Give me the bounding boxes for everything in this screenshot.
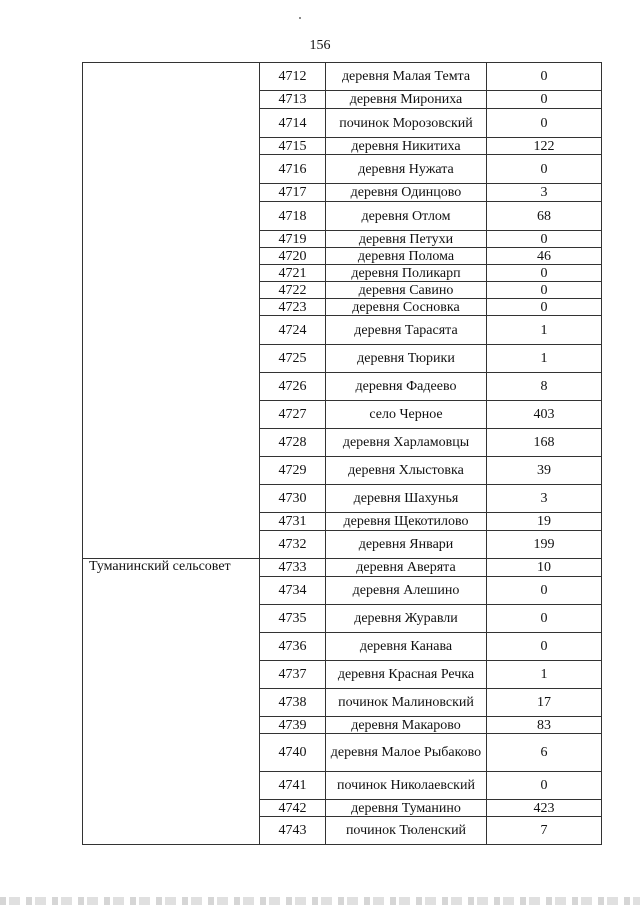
code-cell: 4727 — [260, 401, 326, 429]
code-cell: 4742 — [260, 800, 326, 817]
population-cell: 122 — [487, 138, 602, 155]
settlement-name-cell: село Черное — [326, 401, 487, 429]
population-cell: 19 — [487, 513, 602, 531]
population-cell: 83 — [487, 717, 602, 734]
settlement-name-cell: деревня Петухи — [326, 231, 487, 248]
settlements-table — [82, 62, 602, 845]
code-cell: 4722 — [260, 282, 326, 299]
code-cell: 4713 — [260, 91, 326, 109]
table-row — [83, 63, 602, 91]
population-cell: 168 — [487, 429, 602, 457]
population-cell: 1 — [487, 661, 602, 689]
code-cell: 4738 — [260, 689, 326, 717]
settlement-name-cell: деревня Хлыстовка — [326, 457, 487, 485]
settlement-name-cell: починок Малиновский — [326, 689, 487, 717]
settlement-name-cell: деревня Тарасята — [326, 316, 487, 345]
code-cell: 4725 — [260, 345, 326, 373]
settlement-name-cell: деревня Канава — [326, 633, 487, 661]
settlement-name-cell: починок Николаевский — [326, 772, 487, 800]
code-cell: 4726 — [260, 373, 326, 401]
settlement-name-cell: деревня Шахунья — [326, 485, 487, 513]
population-cell: 39 — [487, 457, 602, 485]
settlement-name-cell: деревня Щекотилово — [326, 513, 487, 531]
code-cell: 4730 — [260, 485, 326, 513]
population-cell: 1 — [487, 316, 602, 345]
code-cell: 4737 — [260, 661, 326, 689]
population-cell: 1 — [487, 345, 602, 373]
population-cell: 17 — [487, 689, 602, 717]
population-cell: 0 — [487, 772, 602, 800]
settlement-name-cell: деревня Мирониха — [326, 91, 487, 109]
code-cell: 4719 — [260, 231, 326, 248]
code-cell: 4734 — [260, 577, 326, 605]
code-cell: 4732 — [260, 531, 326, 559]
settlement-name-cell: деревня Фадеево — [326, 373, 487, 401]
code-cell: 4712 — [260, 63, 326, 91]
population-cell: 3 — [487, 184, 602, 202]
settlement-name-cell: деревня Тюрики — [326, 345, 487, 373]
district-cell — [83, 63, 260, 559]
code-cell: 4715 — [260, 138, 326, 155]
population-cell: 3 — [487, 485, 602, 513]
scan-speck — [299, 17, 301, 19]
code-cell: 4728 — [260, 429, 326, 457]
settlement-name-cell: деревня Нужата — [326, 155, 487, 184]
code-cell: 4739 — [260, 717, 326, 734]
code-cell: 4724 — [260, 316, 326, 345]
settlement-name-cell: деревня Алешино — [326, 577, 487, 605]
settlement-name-cell: деревня Малое Рыбаково — [326, 734, 487, 772]
settlement-name-cell: деревня Савино — [326, 282, 487, 299]
population-cell: 10 — [487, 559, 602, 577]
scan-artifact-strip — [0, 897, 640, 905]
settlement-name-cell: починок Тюленский — [326, 817, 487, 845]
population-cell: 0 — [487, 605, 602, 633]
code-cell: 4729 — [260, 457, 326, 485]
code-cell: 4720 — [260, 248, 326, 265]
settlements-table-body — [83, 63, 602, 845]
settlement-name-cell: деревня Отлом — [326, 202, 487, 231]
settlement-name-cell: деревня Одинцово — [326, 184, 487, 202]
population-cell: 0 — [487, 299, 602, 316]
settlement-name-cell: деревня Харламовцы — [326, 429, 487, 457]
code-cell: 4733 — [260, 559, 326, 577]
settlement-name-cell: деревня Макарово — [326, 717, 487, 734]
district-cell: Туманинский сельсовет — [83, 559, 260, 845]
code-cell: 4717 — [260, 184, 326, 202]
settlement-name-cell: починок Морозовский — [326, 109, 487, 138]
population-cell: 0 — [487, 109, 602, 138]
settlement-name-cell: деревня Туманино — [326, 800, 487, 817]
population-cell: 403 — [487, 401, 602, 429]
population-cell: 0 — [487, 265, 602, 282]
population-cell: 6 — [487, 734, 602, 772]
code-cell: 4743 — [260, 817, 326, 845]
population-cell: 0 — [487, 155, 602, 184]
settlement-name-cell: деревня Красная Речка — [326, 661, 487, 689]
population-cell: 0 — [487, 63, 602, 91]
code-cell: 4735 — [260, 605, 326, 633]
code-cell: 4723 — [260, 299, 326, 316]
settlement-name-cell: деревня Сосновка — [326, 299, 487, 316]
settlement-name-cell: деревня Январи — [326, 531, 487, 559]
population-cell: 0 — [487, 633, 602, 661]
population-cell: 0 — [487, 282, 602, 299]
settlement-name-cell: деревня Аверята — [326, 559, 487, 577]
code-cell: 4736 — [260, 633, 326, 661]
population-cell: 8 — [487, 373, 602, 401]
code-cell: 4721 — [260, 265, 326, 282]
population-cell: 7 — [487, 817, 602, 845]
settlement-name-cell: деревня Журавли — [326, 605, 487, 633]
settlement-name-cell: деревня Поликарп — [326, 265, 487, 282]
population-cell: 423 — [487, 800, 602, 817]
code-cell: 4716 — [260, 155, 326, 184]
code-cell: 4714 — [260, 109, 326, 138]
settlement-name-cell: деревня Малая Темта — [326, 63, 487, 91]
population-cell: 68 — [487, 202, 602, 231]
population-cell: 199 — [487, 531, 602, 559]
population-cell: 0 — [487, 577, 602, 605]
page-number: 156 — [309, 38, 331, 53]
code-cell: 4731 — [260, 513, 326, 531]
code-cell: 4718 — [260, 202, 326, 231]
settlement-name-cell: деревня Никитиха — [326, 138, 487, 155]
population-cell: 0 — [487, 231, 602, 248]
table-row — [83, 559, 602, 577]
population-cell: 46 — [487, 248, 602, 265]
settlement-name-cell: деревня Полома — [326, 248, 487, 265]
population-cell: 0 — [487, 91, 602, 109]
code-cell: 4741 — [260, 772, 326, 800]
code-cell: 4740 — [260, 734, 326, 772]
